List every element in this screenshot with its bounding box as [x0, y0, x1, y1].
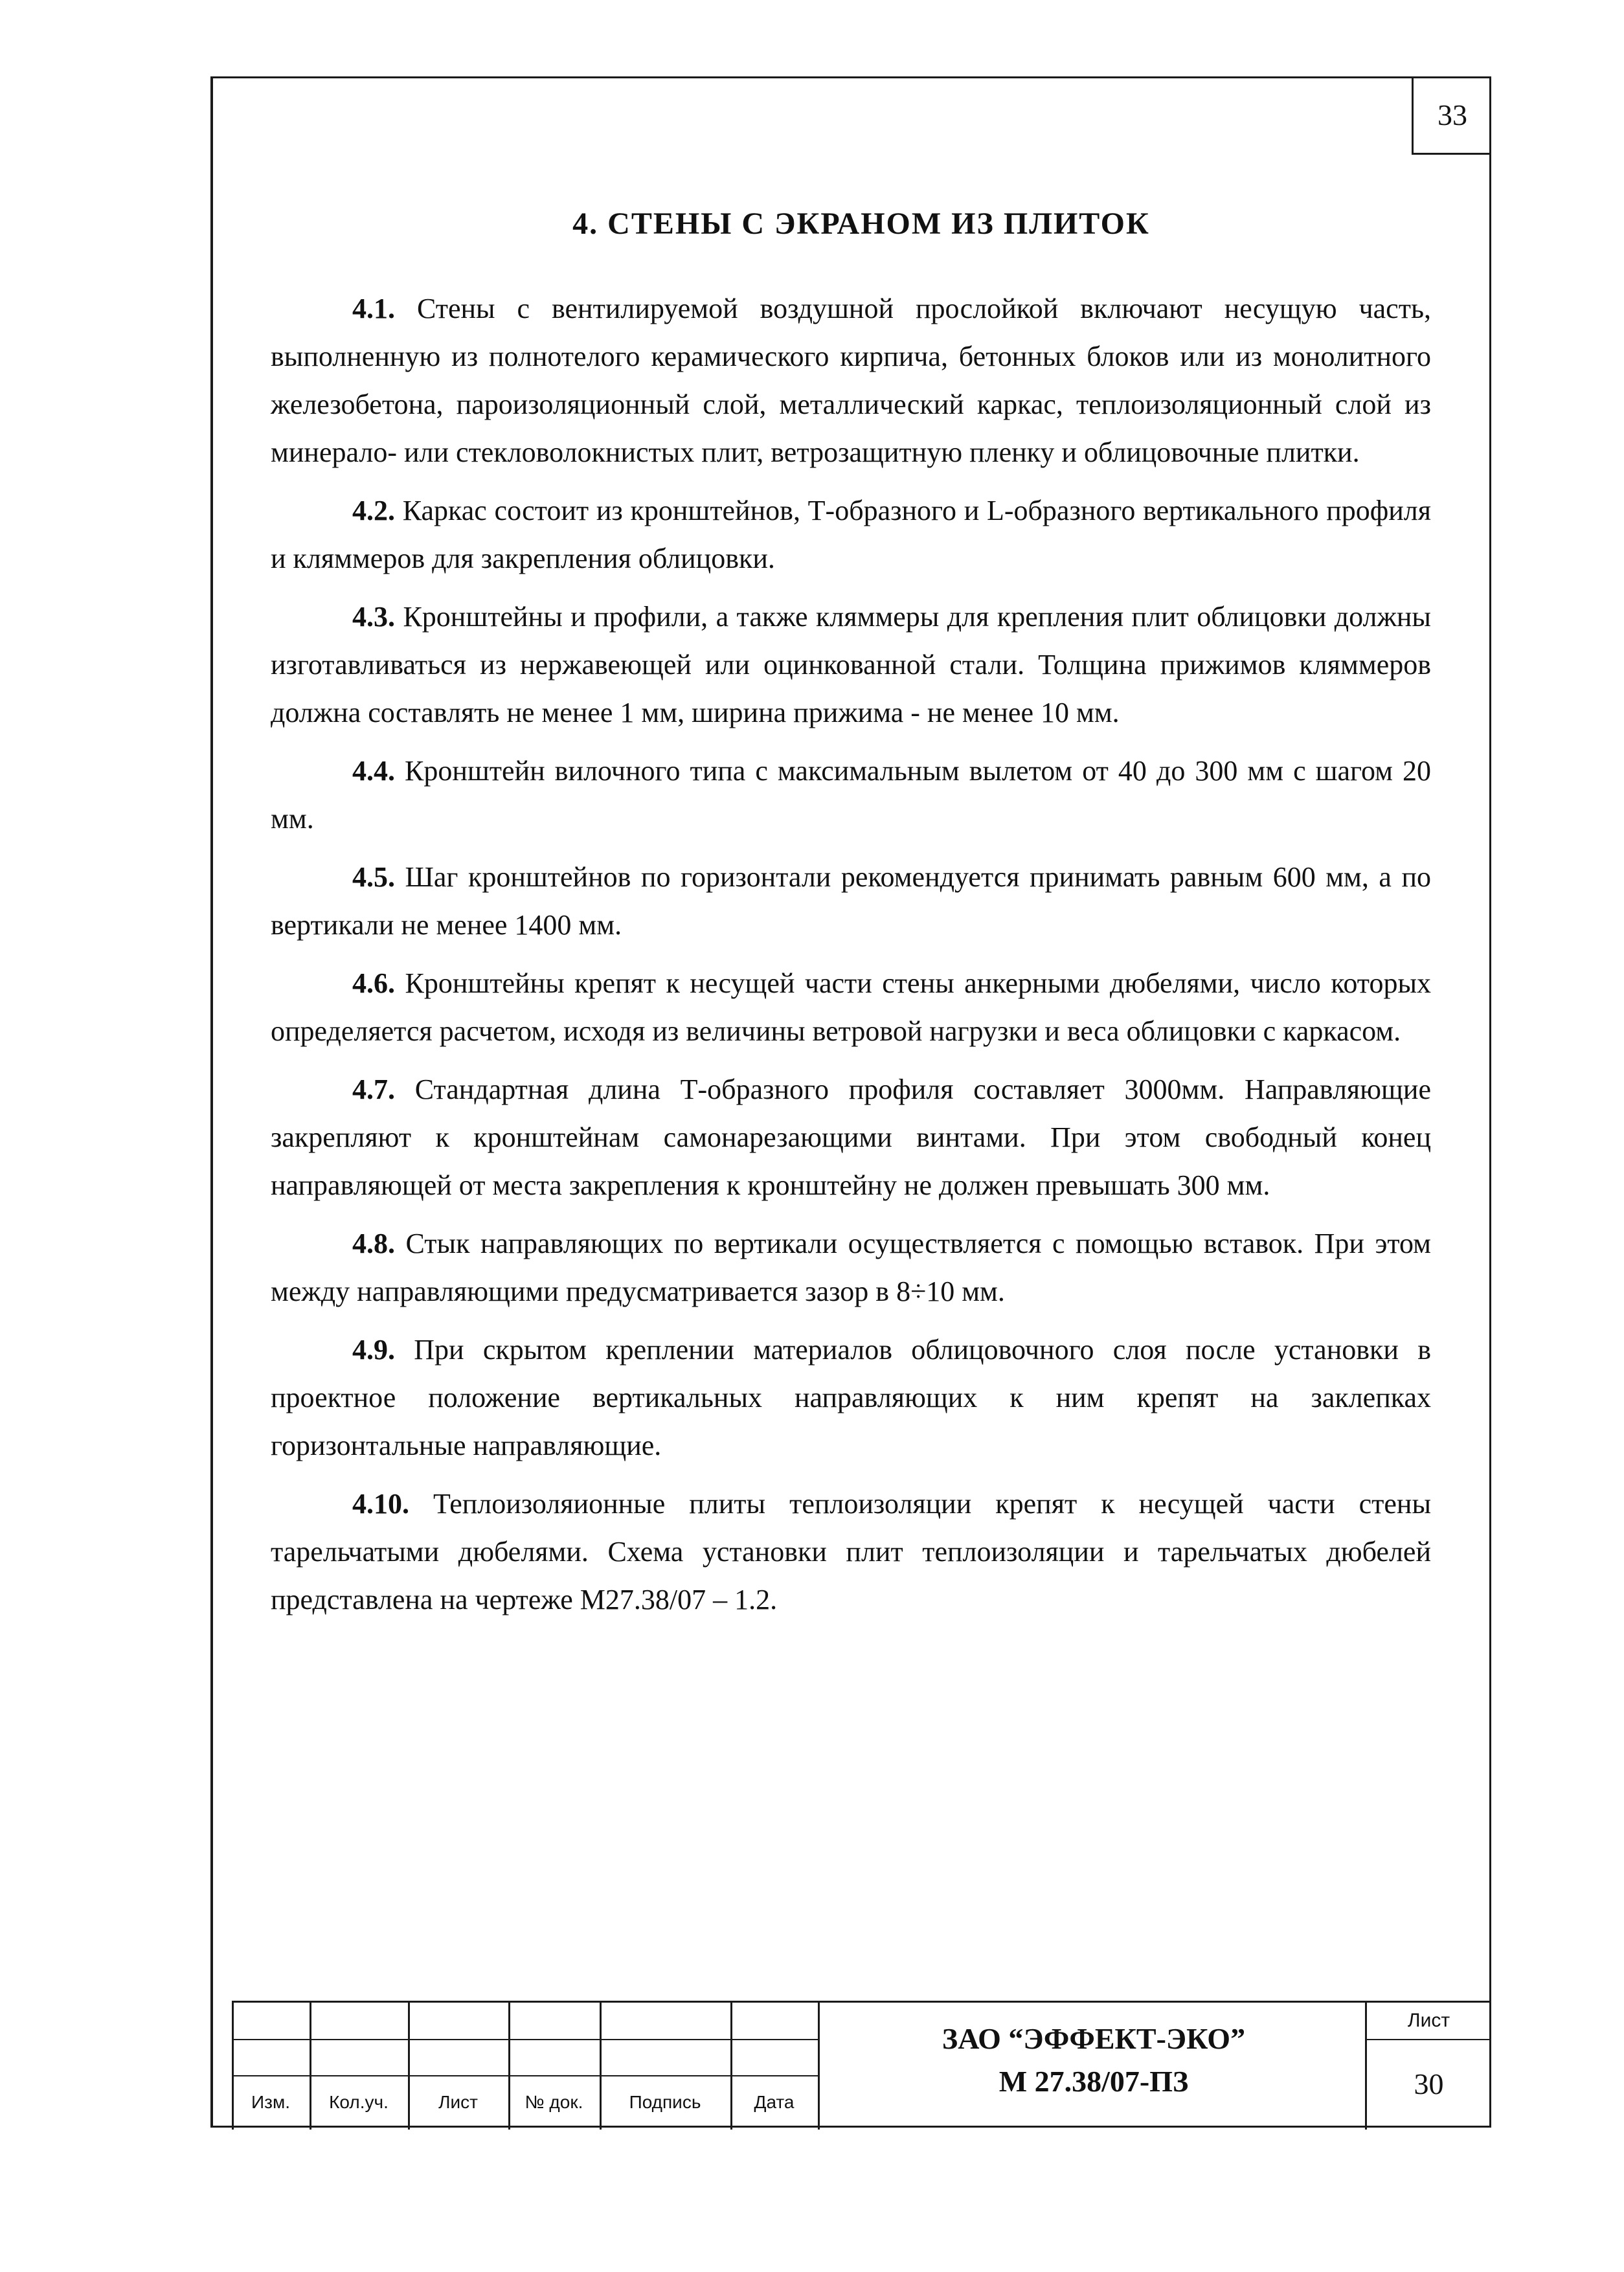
- paragraph-4-5: [271, 853, 1431, 949]
- paragraph-text: Шаг кронштейнов по горизонтали рекомендуется принимать равным 600 мм, а по вертикали не менее 1400 мм.: [271, 861, 1431, 941]
- body-text: [271, 285, 1431, 1634]
- section-heading: 4. СТЕНЫ С ЭКРАНОМ ИЗ ПЛИТОК: [572, 207, 1150, 241]
- stamp-col-kol-uch: Кол.уч.: [329, 2092, 389, 2112]
- paragraph-number: 4.3.: [352, 601, 395, 633]
- paragraph-text: При скрытом креплении материалов облицовочного слоя после установки в проектное положение вертикальных направляющих к ним крепят на заклепках горизонтальные направляющие.: [271, 1334, 1431, 1461]
- paragraph-4-6: [271, 960, 1431, 1055]
- paragraph-text: Каркас состоит из кронштейнов, Т-образного и L-образного вертикального профиля и кляммеров для закрепления облицовки.: [271, 495, 1431, 574]
- paragraph-text: Теплоизоляионные плиты теплоизоляции крепят к несущей части стены тарельчатыми дюбелями. Схема установки плит теплоизоляции и тарельчатых дюбелей представлена на чертеже М27.38/07 – 1.2.: [271, 1488, 1432, 1615]
- stamp-col-line: [818, 2003, 820, 2130]
- stamp-col-izm: Изм.: [251, 2092, 290, 2112]
- paragraph-number: 4.5.: [352, 861, 395, 893]
- paragraph-text: Кронштейны и профили, а также кляммеры для крепления плит облицовки должны изготавливаться из нержавеющей или оцинкованной стали. Толщина прижимов кляммеров должна составлять не менее 1 мм, ширина прижима - не менее 10 мм.: [271, 601, 1431, 728]
- paragraph-number: 4.8.: [352, 1228, 395, 1259]
- paragraph-number: 4.9.: [352, 1334, 395, 1366]
- paragraph-text: Кронштейны крепят к несущей части стены анкерными дюбелями, число которых определяется расчетом, исходя из величины ветровой нагрузки и веса облицовки с каркасом.: [271, 967, 1432, 1047]
- paragraph-text: Кронштейн вилочного типа с максимальным вылетом от 40 до 300 мм с шагом 20 мм.: [271, 755, 1432, 835]
- paragraph-4-4: [271, 747, 1431, 843]
- paragraph-text: Стык направляющих по вертикали осуществляется с помощью вставок. При этом между направляющими предусматривается зазор в 8÷10 мм.: [271, 1228, 1431, 1307]
- page-number: 33: [1412, 76, 1491, 155]
- stamp-col-signature: Подпись: [629, 2092, 701, 2112]
- paragraph-number: 4.4.: [352, 755, 395, 787]
- paragraph-text: Стены с вентилируемой воздушной прослойкой включают несущую часть, выполненную из полнотелого керамического кирпича, бетонных блоков или из монолитного железобетона, пароизоляционный слой, металлический каркас, теплоизоляционный слой из минерало- или стекловолокнистых плит, ветрозащитную пленку и облицовочные плитки.: [271, 293, 1432, 468]
- paragraph-4-3: [271, 593, 1431, 737]
- stamp-col-list: Лист: [438, 2092, 478, 2112]
- paragraph-4-9: [271, 1326, 1431, 1470]
- paragraph-text: Стандартная длина Т-образного профиля составляет 3000мм. Направляющие закрепляют к кронштейнам самонарезающими винтами. При этом свободный конец направляющей от места закрепления к кронштейну не должен превышать 300 мм.: [271, 1074, 1431, 1201]
- sheet-number: 30: [1414, 2067, 1444, 2100]
- paragraph-number: 4.6.: [352, 967, 395, 999]
- paragraph-4-1: [271, 285, 1431, 477]
- paragraph-number: 4.2.: [352, 495, 395, 526]
- sheet-label: Лист: [1407, 2010, 1450, 2031]
- paragraph-4-2: [271, 487, 1431, 583]
- paragraph-4-8: [271, 1220, 1431, 1316]
- stamp-col-doc: № док.: [524, 2092, 583, 2112]
- organization-name: ЗАО “ЭФФЕКТ-ЭКО”: [942, 2022, 1246, 2055]
- paragraph-4-7: [271, 1066, 1431, 1209]
- paragraph-number: 4.10.: [352, 1488, 409, 1520]
- paragraph-number: 4.7.: [352, 1074, 395, 1105]
- stamp-sheet-line: [1366, 2039, 1491, 2040]
- stamp-col-date: Дата: [754, 2092, 795, 2112]
- paragraph-4-10: [271, 1480, 1431, 1624]
- paragraph-number: 4.1.: [352, 293, 395, 324]
- document-code: М 27.38/07-ПЗ: [998, 2065, 1189, 2098]
